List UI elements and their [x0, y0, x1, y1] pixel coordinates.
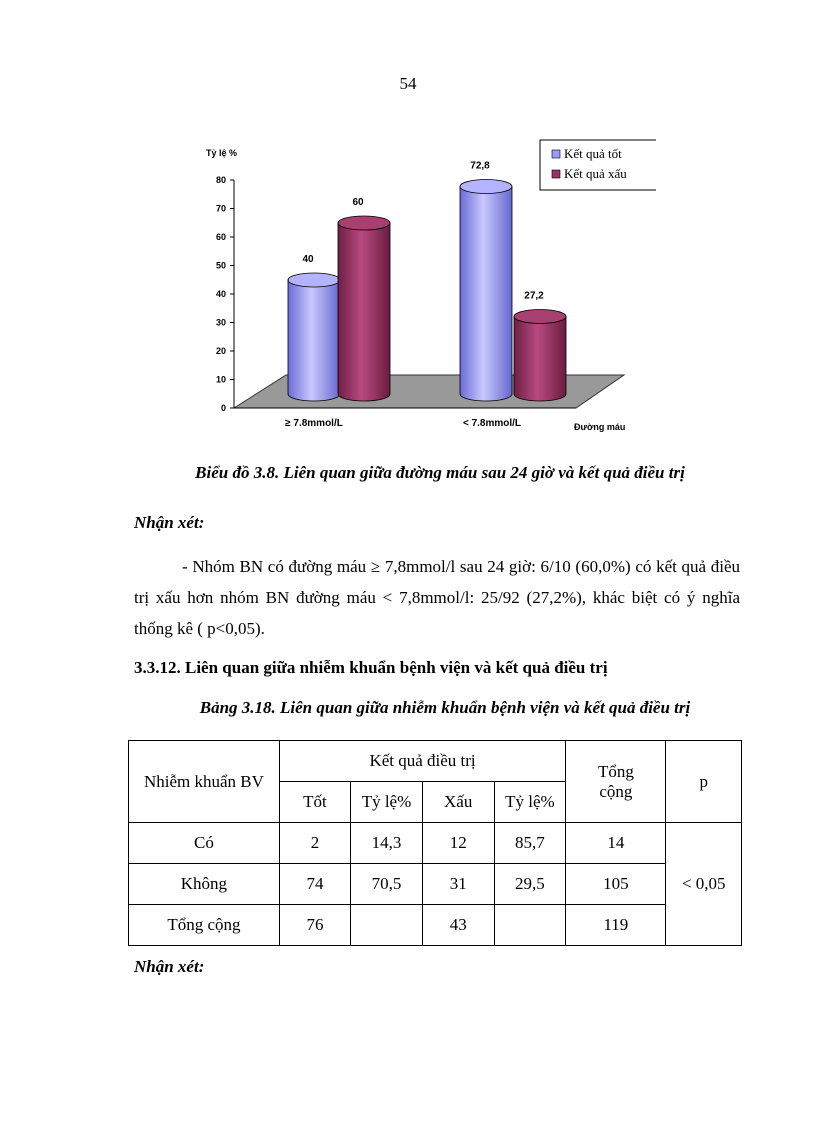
table-cell: 43 [422, 905, 494, 946]
table-cell [494, 905, 566, 946]
bar-body [460, 187, 512, 401]
bar-value-label: 27,2 [524, 290, 544, 302]
x-axis-label: Đường máu [574, 422, 626, 432]
bar-good-2 [460, 180, 512, 401]
y-tick-label: 50 [215, 260, 226, 271]
p-value: < 0,05 [666, 823, 742, 946]
legend-swatch-bad [552, 170, 560, 178]
legend-label-bad: Kết quả xấu [564, 166, 627, 181]
table-cell: 29,5 [494, 864, 566, 905]
category-label-1: ≥ 7.8mmol/L [285, 418, 343, 429]
table-cell: 12 [422, 823, 494, 864]
table-cell: 74 [279, 864, 350, 905]
table-row [129, 864, 742, 905]
page-number: 54 [399, 74, 417, 93]
bar-body [288, 280, 340, 401]
bar-value-label: 40 [302, 254, 314, 265]
y-tick-label: 30 [215, 317, 226, 328]
table-cell: 119 [566, 905, 666, 946]
bar-top [338, 216, 390, 230]
subheader-bad: Xấu [422, 782, 494, 823]
table-caption: Bảng 3.18. Liên quan giữa nhiễm khuẩn bệnh viện và kết quả điều trị [199, 698, 691, 717]
table-cell [351, 905, 423, 946]
bar-value-label: 60 [352, 197, 364, 208]
remark-paragraph [134, 551, 740, 644]
y-tick-label: 20 [215, 346, 226, 356]
table-cell: 14,3 [351, 823, 423, 864]
table-cell: 2 [279, 823, 350, 864]
bar-bad-2 [514, 309, 566, 401]
legend-label-good: Kết quả tốt [564, 146, 622, 161]
y-tick-label: 80 [215, 175, 226, 185]
bar-good-1 [288, 273, 340, 401]
table-header-row [129, 741, 742, 782]
y-tick-label: 40 [215, 289, 226, 299]
subheader-good-rate: Tỷ lệ% [351, 782, 423, 823]
bar-top [514, 309, 566, 323]
y-tick-label: 60 [215, 232, 226, 242]
chart-caption: Biểu đồ 3.8. Liên quan giữa đường máu sau 24 giờ và kết quả điều trị [195, 463, 685, 482]
results-table [128, 740, 742, 946]
remark-heading-2: Nhận xét: [134, 957, 205, 976]
header-treatment-result: Kết quả điều trị [279, 741, 565, 782]
bar-chart-3d [196, 138, 656, 438]
bar-body [514, 316, 566, 401]
table-cell: 70,5 [351, 864, 423, 905]
subheader-bad-rate: Tỷ lệ% [494, 782, 566, 823]
y-tick-label: 0 [220, 403, 226, 413]
bar-body [338, 223, 390, 401]
table-row [129, 905, 742, 946]
bar-top [288, 273, 340, 287]
header-total: Tổng cộng [566, 741, 666, 823]
y-tick-label: 10 [215, 374, 226, 385]
category-label-2: < 7.8mmol/L [462, 418, 522, 429]
bar-top [460, 180, 512, 194]
row-label: Tổng cộng [129, 905, 280, 946]
table-row [129, 823, 742, 864]
legend [540, 140, 656, 190]
table-cell: 76 [279, 905, 350, 946]
table-cell: 31 [422, 864, 494, 905]
table-cell: 105 [566, 864, 666, 905]
table-cell: 14 [566, 823, 666, 864]
section-heading: 3.3.12. Liên quan giữa nhiễm khuẩn bệnh viện và kết quả điều trị [134, 658, 608, 677]
row-label: Có [129, 823, 280, 864]
y-axis-label: Tỷ lệ % [206, 148, 238, 158]
remark-paragraph-text: - Nhóm BN có đường máu ≥ 7,8mmol/l sau 24 giờ: 6/10 (60,0%) có kết quả điều trị xấu hơn nhóm BN đường máu < 7,8mmol/l: 25/92 (27,2%), khác biệt có ý nghĩa thống kê ( p<0,05). [134, 557, 740, 638]
header-p: p [666, 741, 742, 823]
y-tick-label: 70 [215, 203, 226, 214]
subheader-good: Tốt [279, 782, 350, 823]
remark-heading: Nhận xét: [134, 513, 205, 532]
row-label: Không [129, 864, 280, 905]
legend-swatch-good [552, 150, 560, 158]
bar-bad-1 [338, 216, 390, 401]
table-cell: 85,7 [494, 823, 566, 864]
header-row-label: Nhiễm khuẩn BV [129, 741, 280, 823]
bar-value-label: 72,8 [470, 160, 490, 172]
